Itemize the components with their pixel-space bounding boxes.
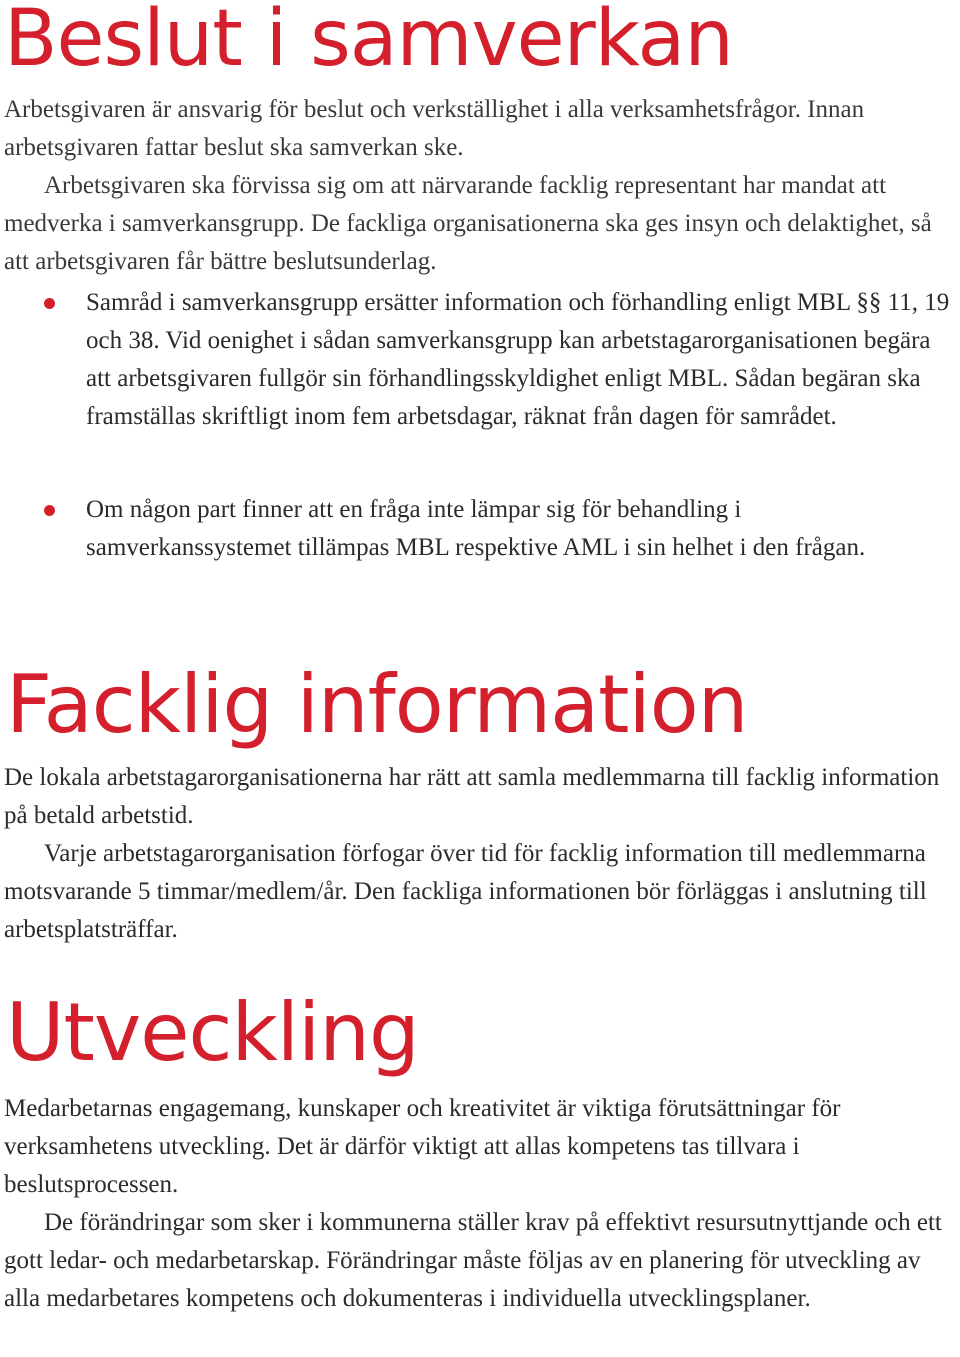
list-item xyxy=(0,491,960,567)
bullet-dot-icon xyxy=(44,298,55,309)
paragraph: De lokala arbetstagarorganisationerna har rätt att samla medlemmarna till facklig information på betald arbetstid. xyxy=(4,764,940,829)
bullet-list xyxy=(0,284,960,436)
list-item-text: Samråd i samverkansgrupp ersätter information och förhandling enligt MBL §§ 11, 19 och 38. Vid oenighet i sådan samverkansgrupp kan arbetstagarorganisationen begära att arbetsgivaren fullgör sin förhandlingsskyldighet enligt MBL. Sådan begäran ska framställas skriftligt inom fem arbetsdagar, räknat från dagen för samrådet. xyxy=(86,289,950,430)
paragraph: Varje arbetstagarorganisation förfogar över tid för facklig information till medlemmarna motsvarande 5 timmar/medlem/år. Den fackliga informationen bör förläggas i anslutning till arbetsplatsträffar. xyxy=(4,840,927,943)
section-heading-utveckling: Utveckling xyxy=(6,986,419,1079)
list-item xyxy=(0,284,960,436)
bullet-list xyxy=(0,491,960,567)
section-heading-beslut: Beslut i samverkan xyxy=(4,0,733,84)
section-body-facklig xyxy=(4,759,960,949)
section-body-utveckling xyxy=(4,1090,960,1318)
paragraph: Arbetsgivaren ska förvissa sig om att närvarande facklig representant har mandat att medverka i samverkansgrupp. De fackliga organisationerna ska ges insyn och delaktighet, så att arbetsgivaren får bättre beslutsunderlag. xyxy=(4,172,932,275)
section-body-beslut xyxy=(4,91,960,281)
list-item-text: Om någon part finner att en fråga inte lämpar sig för behandling i samverkanssystemet tillämpas MBL respektive AML i sin helhet i den frågan. xyxy=(86,496,866,561)
paragraph: De förändringar som sker i kommunerna ställer krav på effektivt resursutnyttjande och ett gott ledar- och medarbetarskap. Förändringar måste följas av en planering för utveckling av alla medarbetares kompetens och dokumenteras i individuella utvecklingsplaner. xyxy=(4,1209,942,1312)
section-heading-facklig: Facklig information xyxy=(6,658,748,751)
bullet-dot-icon xyxy=(44,505,55,516)
paragraph: Arbetsgivaren är ansvarig för beslut och verkställighet i alla verksamhetsfrågor. Innan arbetsgivaren fattar beslut ska samverkan ske. xyxy=(4,96,865,161)
paragraph: Medarbetarnas engagemang, kunskaper och kreativitet är viktiga förutsättningar för verksamhetens utveckling. Det är därför viktigt att allas kompetens tas tillvara i beslutsprocessen. xyxy=(4,1095,841,1198)
